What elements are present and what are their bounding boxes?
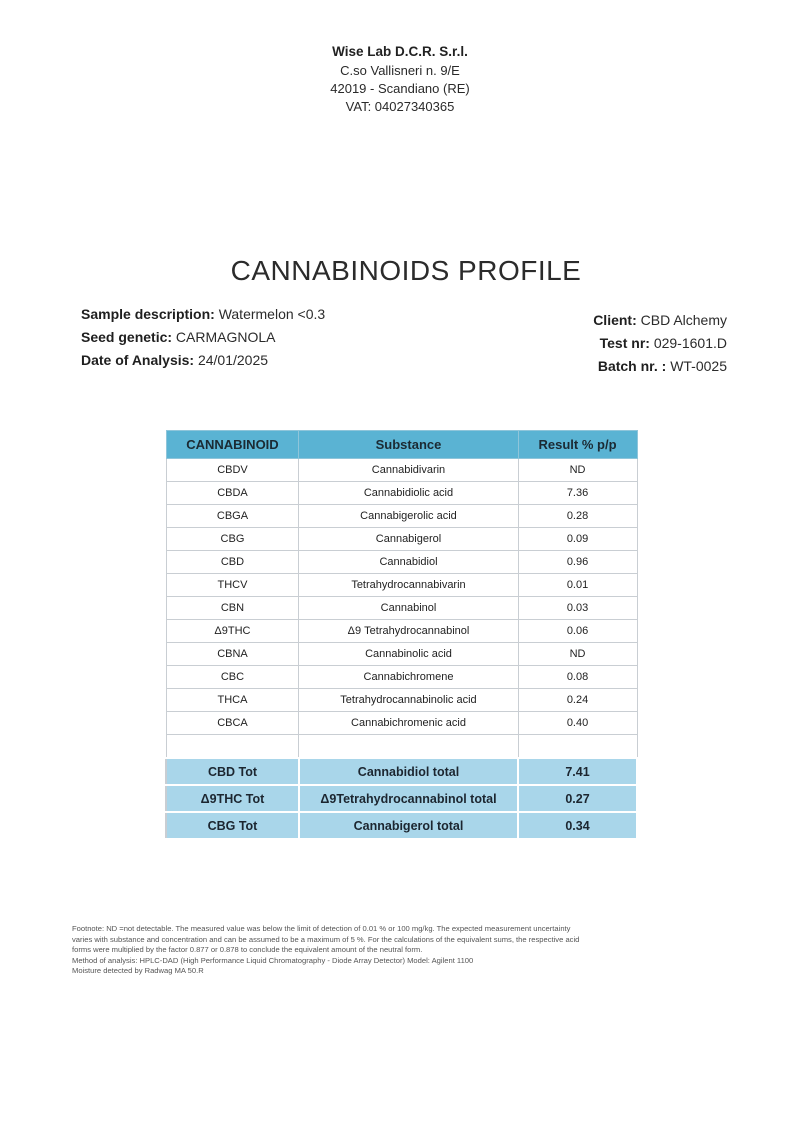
result-value: 0.24 [518,689,637,712]
table-row [166,551,637,574]
total-code: Δ9THC Tot [166,785,299,812]
substance-name: Cannabigerol [299,528,518,551]
analysis-date-row [81,349,325,372]
batch-number-value: WT-0025 [670,358,727,374]
cannabinoid-code: CBD [166,551,299,574]
table-row [166,689,637,712]
table-row-empty [166,735,637,759]
total-value: 0.27 [518,785,637,812]
table-row [166,597,637,620]
seed-genetic-value: CARMAGNOLA [175,329,276,345]
client-value: CBD Alchemy [640,312,727,328]
batch-number-label: Batch nr. : [597,358,667,374]
empty-cell [299,735,518,759]
result-value: 0.01 [518,574,637,597]
company-street: C.so Vallisneri n. 9/E [340,63,460,78]
sample-description-label: Sample description: [81,306,215,322]
cannabinoid-code: CBDV [166,459,299,482]
substance-name: Tetrahydrocannabivarin [299,574,518,597]
substance-name: Δ9 Tetrahydrocannabinol [299,620,518,643]
result-value: 0.96 [518,551,637,574]
total-value: 0.34 [518,812,637,839]
table-row [166,459,637,482]
seed-genetic-row [81,326,325,349]
total-code: CBD Tot [166,758,299,785]
analysis-date-value: 24/01/2025 [197,352,269,368]
table-row [166,643,637,666]
footnote-line: Method of analysis: HPLC-DAD (High Performance Liquid Chromatography - Diode Array Detector) Model: Agilent 1100 [72,955,474,965]
substance-name: Cannabichromenic acid [299,712,518,735]
result-value: 0.06 [518,620,637,643]
cannabinoid-code: CBGA [166,505,299,528]
result-value: 0.08 [518,666,637,689]
results-table [165,430,638,840]
result-value: 0.40 [518,712,637,735]
cannabinoid-code: Δ9THC [166,620,299,643]
table-row [166,528,637,551]
result-value: 0.03 [518,597,637,620]
sample-description-value: Watermelon <0.3 [218,306,326,322]
table-row [166,505,637,528]
footnote-line: Moisture detected by Radwag MA 50.R [72,966,204,975]
substance-name: Cannabigerolic acid [299,505,518,528]
cannabinoid-code: CBNA [166,643,299,666]
footnote-line: forms were multiplied by the factor 0.877 or 0.878 to conclude the equivalent amount of the neutral form. [72,945,423,954]
cannabinoid-code: CBN [166,597,299,620]
substance-name: Cannabidiolic acid [299,482,518,505]
letterhead [0,42,800,116]
empty-cell [518,735,637,759]
client-label: Client: [593,312,637,328]
cannabinoid-code: THCV [166,574,299,597]
table-row [166,620,637,643]
footnote [72,924,722,977]
footnote-line: varies with substance and concentration and can be assumed to be a maximum of 5 %. For the calculations of the equivalent sums, the respective acid [72,934,580,944]
result-value: 7.36 [518,482,637,505]
total-value: 7.41 [518,758,637,785]
cannabinoid-code: CBCA [166,712,299,735]
empty-cell [166,735,299,759]
seed-genetic-label: Seed genetic: [81,329,173,345]
page-title: CANNABINOIDS PROFILE [230,254,582,286]
table-row [166,482,637,505]
company-name: Wise Lab D.C.R. S.r.l. [332,44,468,59]
footnote-line: Footnote: ND =not detectable. The measured value was below the limit of detection of 0.01 % or 100 mg/kg. The expected measurement uncertainty [72,924,571,933]
header-result: Result % p/p [518,431,637,459]
header-cannabinoid: CANNABINOID [166,431,299,459]
total-name: Cannabidiol total [299,758,518,785]
substance-name: Tetrahydrocannabinolic acid [299,689,518,712]
sample-info [81,303,325,372]
client-info [593,309,727,378]
table-row [166,712,637,735]
total-row [166,758,637,785]
total-name: Δ9Tetrahydrocannabinol total [299,785,518,812]
analysis-date-label: Date of Analysis: [81,352,195,368]
total-name: Cannabigerol total [299,812,518,839]
table-row [166,666,637,689]
cannabinoid-code: CBG [166,528,299,551]
test-number-row [593,332,727,355]
substance-name: Cannabinolic acid [299,643,518,666]
result-value: ND [518,643,637,666]
cannabinoid-code: CBC [166,666,299,689]
result-value: 0.09 [518,528,637,551]
substance-name: Cannabichromene [299,666,518,689]
cannabinoid-code: CBDA [166,482,299,505]
substance-name: Cannabidiol [299,551,518,574]
sample-description-row [81,303,325,326]
total-code: CBG Tot [166,812,299,839]
company-city: 42019 - Scandiano (RE) [330,81,470,96]
test-number-label: Test nr: [599,335,650,351]
table-header-row [166,431,637,459]
total-row [166,785,637,812]
result-value: 0.28 [518,505,637,528]
test-number-value: 029-1601.D [653,335,727,351]
result-value: ND [518,459,637,482]
batch-number-row [593,355,727,378]
substance-name: Cannabinol [299,597,518,620]
total-row [166,812,637,839]
cannabinoid-code: THCA [166,689,299,712]
substance-name: Cannabidivarin [299,459,518,482]
table-row [166,574,637,597]
company-vat: VAT: 04027340365 [345,99,455,114]
header-substance: Substance [299,431,518,459]
client-row [593,309,727,332]
